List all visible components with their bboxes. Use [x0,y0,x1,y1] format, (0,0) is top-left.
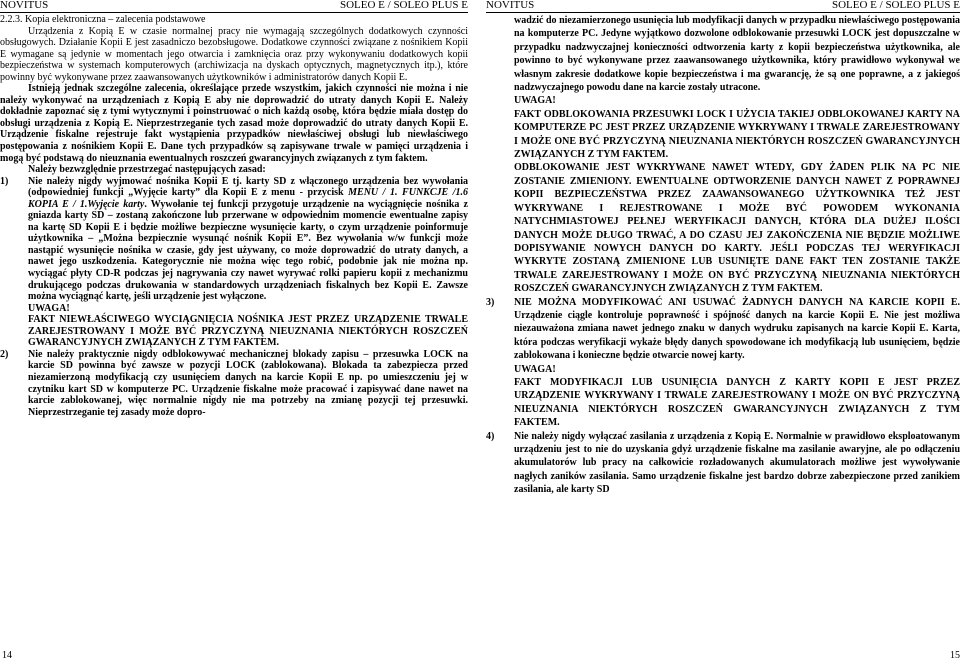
continued-text: wadzić do niezamierzonego usunięcia lub modyfikacji danych w przypadku niewłaściwego postępowania na komputerze PC. Jedyne wyjątkowo dozwolone odblokowanie przesuwki LOCK jest dopuszczalne w przypadku nadzwyczajnej konieczności odtworzenia karty z kopii bezpieczeństwa użytkownika, ale powinno to być wykonywane przez zaawansowanego użytkownika, który prawidłowo wykonywał we własnym zakresie dodatkowe kopie bezpieczeństwa i ma gwarancję, że są one poprawne, a z jakiegoś nadzwyczajnego powodu dane na karcie zostały utracone. [514,15,960,94]
left-page-body [0,14,468,418]
rule-number: 1) [0,175,9,187]
rule-text-continued: . Wywołanie tej funkcji przygotuje urządzenie na wyciągnięcie nośnika z gniazda karty SD – zostaną zakończone lub przerwane w odpowiednim momencie ewentualne zapisy na kartę SD Kopii E i będzie możliwe bezpieczne wysunięcie karty, o czym urządzenie poinformuje użytkownika – „Można bezpiecznie wysunąć nośnik Kopii E”. Bez wywołania w/w funkcji może nastąpić wysunięcie nośnika w czasie, gdy jest używany, co może doprowadzić do utraty danych, a nawet jego uszkodzenia. Kategorycznie nie można więc tego robić, podobnie jak nie można np. wyciągać płyty CD-R podczas jej nagrywania czy nawet wyrywać rolki papieru kopii z mechanizmu drukującego podczas drukowania w standardowych urządzeniach fiskalnych bez Kopii E. Zawsze można wyciągnąć kartę, jeśli urządzenie jest wyłączone. [28,198,468,303]
rule-text: Nie należy praktycznie nigdy odblokowywać mechanicznej blokady zapisu – przesuwka LOCK na karcie SD powinna być zawsze w pozycji LOCK (zablokowana). Blokada ta zabezpiecza przed niezamierzoną modyfikacją czy usunięciem danych na karcie Kopii E np. po umieszczeniu jej w czytniku kart SD w komputerze PC. Urządzenie fiskalne może pracować i zapisywać dane nawet na karcie zablokowanej, więc normalnie nigdy nie ma potrzeby na zmianę pozycji tej przesuwki. Nieprzestrzeganie tej zasady może dopro- [28,348,468,418]
rule-text: Nie należy nigdy wyjmować nośnika Kopii E tj. karty SD z włączonego urządzenia bez wywołania (odpowiedniej funkcji „Wyjęcie karty” dla Kopii E z menu - przycisk [28,175,468,199]
page-header [486,0,960,13]
rule-item-2 [0,349,468,418]
rule-number: 3) [486,296,495,308]
rule-number: 4) [486,430,495,442]
warning-label: UWAGA! [28,302,70,314]
warning-caps-text-2: ODBLOKOWANIE JEST WYKRYWANE NAWET WTEDY, GDY ŻADEN PLIK NA PC NIE ZOSTANIE ZMIENIONY. EWENTUALNE ODTWORZENIE DANYCH NAWET Z POPRAWNEJ KOPII BEZPIECZEŃSTWA PRZEZ ZAAWANSOWANEGO UŻYTKOWNIKA TEŻ JEST WYKRYWANE I REJESTROWANE I MOŻE BYĆ POWODEM WYKONANIA NATYCHMIASTOWEJ PEŁNEJ WERYFIKACJI DANYCH, KTÓRA DLA DUŻEJ ILOŚCI DANYCH MOŻE DŁUGO TRWAĆ, A DO CZASU JEJ ZAKOŃCZENIA NIE BĘDZIE MOŻLIWE DOPISYWANIE NOWYCH DANYCH DO KARTY. JEŚLI PODCZAS TEJ WERYFIKACJI WYKRYTE ZOSTANĄ ZMIENIONE LUB USUNIĘTE DANE FAKT TEN ZOSTANIE TAKŻE TRWALE ZAREJESTROWANY I MOŻE ON BYĆ PRZYCZYNĄ NIEUZNANIA NIEKTÓRYCH ROSZCZEŃ GWARANCYJNYCH ZWIĄZANYCH Z TYM FAKTEM. [514,162,960,295]
page-number: 15 [950,650,960,661]
left-page [0,0,468,663]
rule-text: NIE MOŻNA MODYFIKOWAĆ ANI USUWAĆ ŻADNYCH DANYCH NA KARCIE KOPII E. Urządzenie ciągle kontroluje poprawność i spójność danych na karcie Kopii E. Nie jest możliwa niezauważona zmiana nawet jednego znaku w danych wydruku zapisanych na karcie Kopii E. Karta, która podczas weryfikacji wykaże błędy danych spowodowane ich modyfikacją lub usunięciem, będzie zablokowana i konieczne będzie otwarcie nowej karty. [514,296,960,362]
rule-item-3 [486,296,960,363]
rules-intro: Należy bezwzględnie przestrzegać następujących zasad: [28,164,266,176]
warning-paragraph: Istnieją jednak szczególne zalecenia, określające przede wszystkim, jakich czynności nie można i nie należy wykonywać na urządzeniach z Kopią E aby nie doprowadzić do utraty danych Kopii E. Należy dokładnie zapoznać się z tymi wytycznymi i poinstruować o nich każdą osobę, która będzie miała dostęp do obsługi urządzenia z Kopią E. Nieprzestrzeganie tych zasad może doprowadzić do utraty danych Kopii E. Urządzenie fiskalne rejestruje fakt wystąpienia przypadków niewłaściwej obsługi lub niewłaściwego postępowania z nośnikiem Kopii E. Dane tych przypadków są zapisywane trwale w pamięci urządzenia i mogą być podstawą do nieuznania ewentualnych roszczeń gwarancyjnych związanych z tym faktem. [0,83,468,164]
header-brand: NOVITUS [486,0,535,11]
section-heading: 2.2.3. Kopia elektroniczna – zalecenia podstawowe [0,14,206,25]
rule-text: Nie należy nigdy wyłączać zasilania z urządzenia z Kopią E. Normalnie w prawidłowo eksploatowanym urządzeniu jest to nie do uzyskania gdyż urządzenie fiskalne ma zasilanie awaryjne, ale po odłączeniu akumulatorów lub pracy na całkowicie rozładowanych akumulatorach możliwe jest wywoływanie nagłych zaników zasilania. Samo urządzenie fiskalne jest bardzo dobrze zabezpieczone przed zanikiem zasilania, ale karty SD [514,430,960,496]
warning-label: UWAGA! [514,95,556,107]
warning-label: UWAGA! [514,363,556,375]
right-page [486,0,960,663]
rule-number: 2) [0,348,9,360]
rule-item-4 [486,430,960,497]
intro-paragraph: Urządzenia z Kopią E w czasie normalnej pracy nie wymagają szczególnych dodatkowych czynności obsługowych. Działanie Kopii E jest zasadniczo bezobsługowe. Dodatkowe czynności związane z nośnikiem Kopii E wymagane są jedynie w momentach jego otwarcia i zamknięcia oraz przy wykonywaniu dodatkowych kopii bezpieczeństwa w systemach komputerowych (archiwizacja na dyskach optycznych, magnetycznych itp.), które powinny być wykonywane przez zaawansowanych użytkowników i administratorów danych Kopii E. [0,25,468,83]
warning-caps-text: FAKT MODYFIKACJI LUB USUNIĘCIA DANYCH Z KARTY KOPII E JEST PRZEZ URZĄDZENIE WYKRYWANY I TRWALE ZAREJESTROWANY I MOŻE ON BYĆ PRZYCZYNĄ NIEUZNANIA NIEKTÓRYCH ROSZCZEŃ GWARANCYJNYCH ZWIĄZANYCH Z TYM FAKTEM. [514,376,960,429]
header-model: SOLEO E / SOLEO PLUS E [339,0,468,11]
menu-path: MENU / 1. FUNKCJE /1.6 KOPIA E / 1.Wyjęcie karty [28,187,468,210]
page-number: 14 [2,650,12,661]
rule-item-1 [0,176,468,303]
right-page-body [486,14,960,497]
header-model: SOLEO E / SOLEO PLUS E [831,0,960,11]
header-brand: NOVITUS [0,0,49,11]
warning-caps-text: FAKT ODBLOKOWANIA PRZESUWKI LOCK I UŻYCIA TAKIEJ ODBLOKOWANEJ KARTY NA KOMPUTERZE PC JEST PRZEZ URZĄDZENIE WYKRYWANY I TRWALE ZAREJESTROWANY I MOŻE ONE BYĆ PRZYCZYNĄ NIEUZNANIA NIEKTÓRYCH ROSZCZEŃ GWARANCYJNYCH ZWIĄZANYCH Z TYM FAKTEM. [514,108,960,161]
page-header [0,0,468,13]
warning-caps-text: FAKT NIEWŁAŚCIWEGO WYCIĄGNIĘCIA NOŚNIKA JEST PRZEZ URZĄDZENIE TRWALE ZAREJESTROWANY I MOŻE BYĆ PRZYCZYNĄ NIEUZNANIA NIEKTÓRYCH ROSZCZEŃ GWARANCYJNYCH ZWIĄZANYCH Z TYM FAKTEM. [28,314,468,349]
